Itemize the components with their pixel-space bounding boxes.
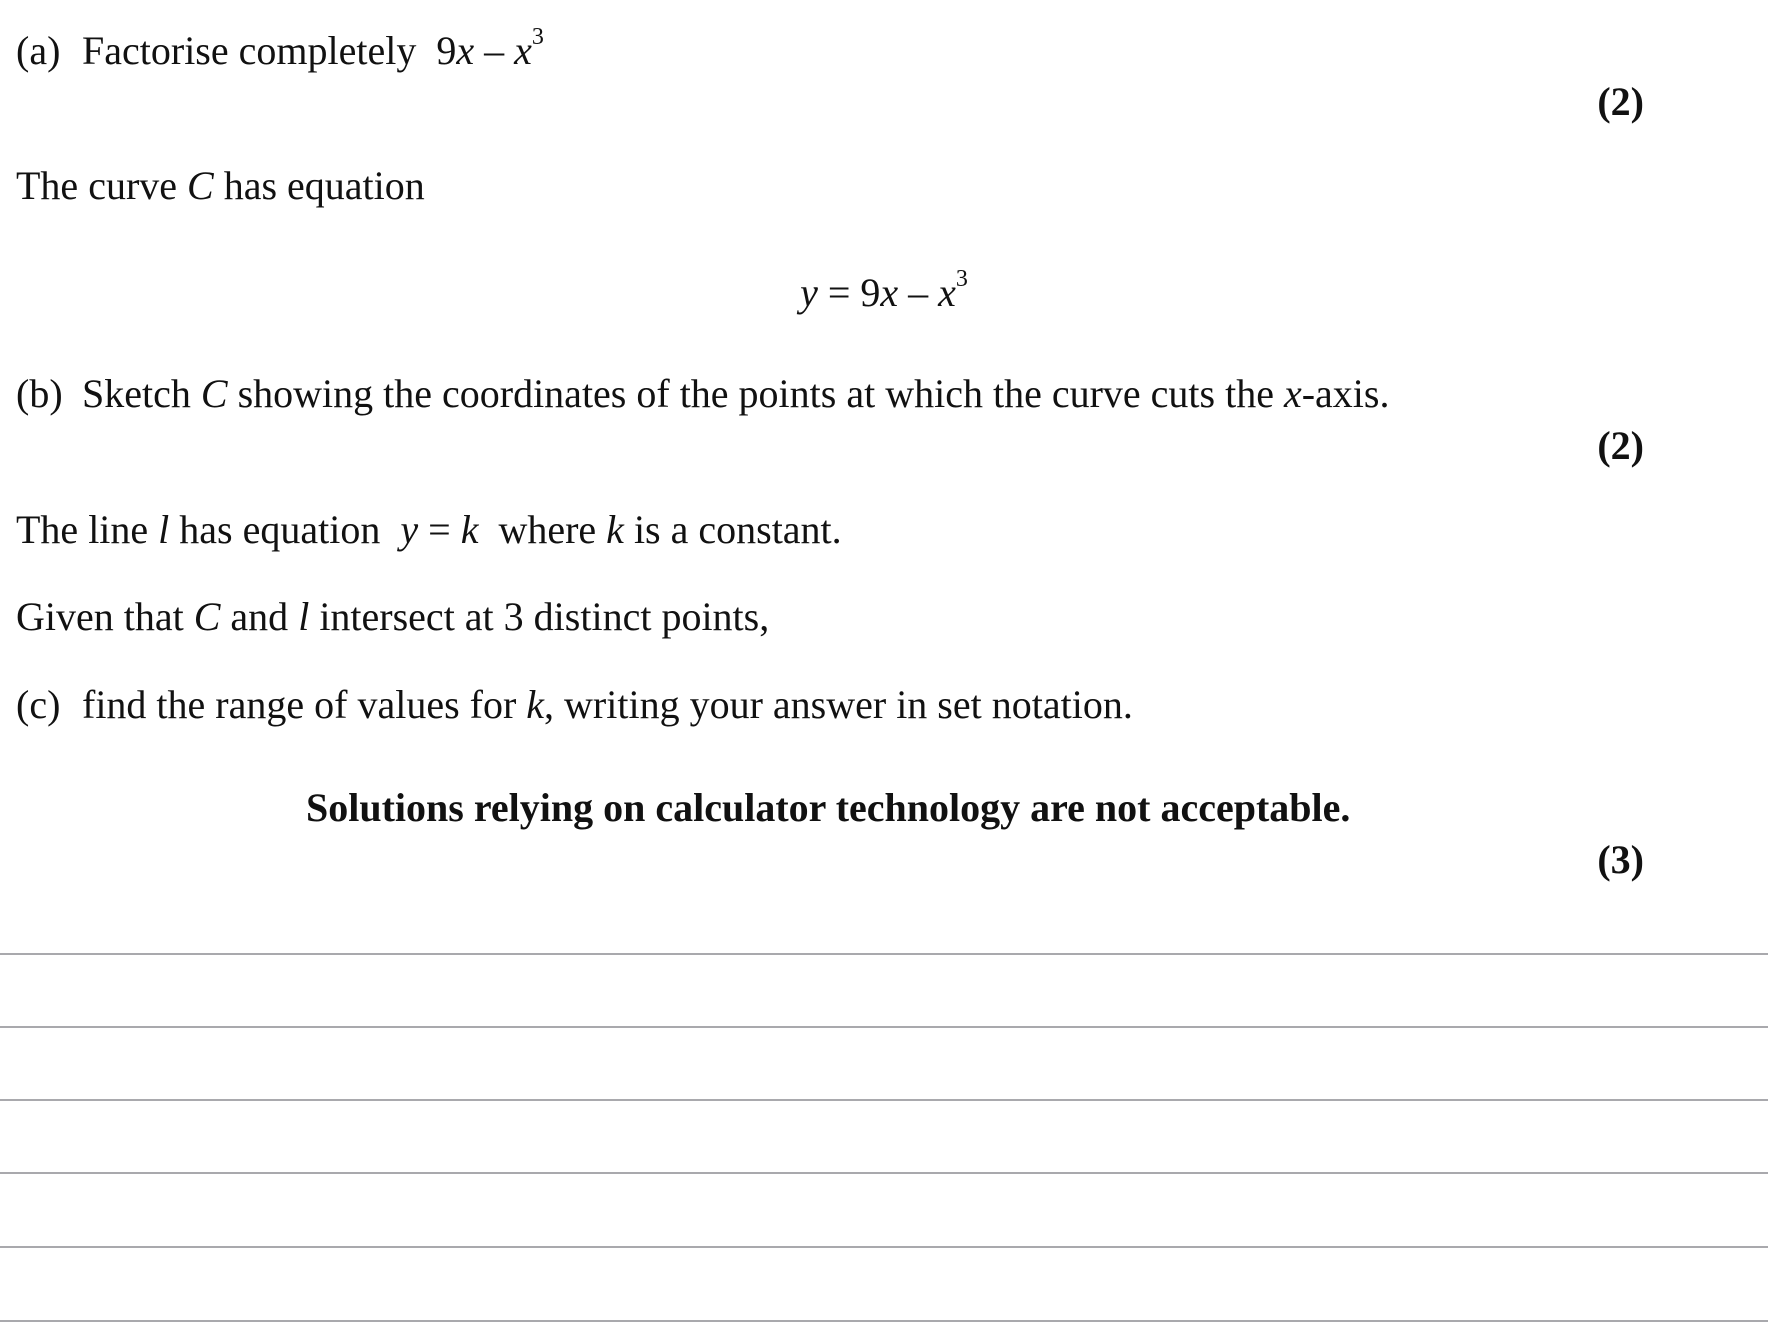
- answer-line[interactable]: [0, 1099, 1768, 1101]
- marks-b: (2): [1597, 423, 1644, 468]
- given-statement: Given that C and l intersect at 3 distinct points,: [16, 594, 770, 639]
- part-a-question: (a) Factorise completely $9x - x^3$: [16, 24, 544, 73]
- part-label: (a): [16, 28, 61, 73]
- part-b-question: (b) Sketch C showing the coordinates of the points at which the curve cuts the x-axis.: [16, 371, 1390, 416]
- calculator-notice: Solutions relying on calculator technology are not acceptable.: [306, 785, 1351, 830]
- curve-intro: The curve C has equation: [16, 163, 425, 208]
- part-label: (b): [16, 371, 63, 416]
- answer-line[interactable]: [0, 1026, 1768, 1028]
- answer-line[interactable]: [0, 1172, 1768, 1174]
- expression: $9x - x^3$: [436, 24, 544, 73]
- marks-a: (2): [1597, 79, 1644, 124]
- answer-line[interactable]: [0, 1246, 1768, 1248]
- part-c-question: (c) find the range of values for k, writing your answer in set notation.: [16, 682, 1133, 727]
- answer-line[interactable]: [0, 953, 1768, 955]
- curve-equation: $y = 9x - x^3$: [800, 266, 968, 315]
- line-intro: The line l has equation y = k where k is a constant.: [16, 507, 842, 552]
- marks-c: (3): [1597, 837, 1644, 882]
- answer-line[interactable]: [0, 1320, 1768, 1322]
- part-label: (c): [16, 682, 61, 727]
